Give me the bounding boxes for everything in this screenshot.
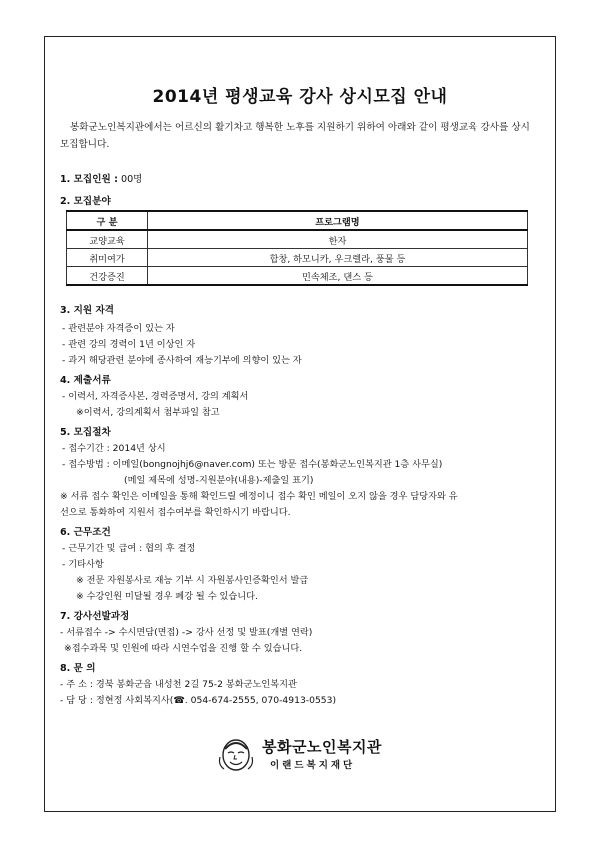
intro-paragraph: 봉화군노인복지관에서는 어르신의 활기차고 행복한 노후를 지원하기 위하여 아래와 같이 평생교육 강사를 상시 모집합니다. [60, 122, 530, 150]
page-title: 2014년 평생교육 강사 상시모집 안내 [152, 87, 448, 107]
table-row [67, 249, 528, 267]
list-item: - 근무기간 및 급여 : 협의 후 결정 [62, 543, 196, 554]
section-heading: 3. 지원 자격 [60, 305, 115, 316]
table-cell: 한자 [148, 230, 528, 249]
address-line: - 주 소 : 경북 봉화군읍 내성천 2길 75-2 봉화군노인복지관 [60, 679, 297, 690]
recruitment-count-value: 00명 [117, 174, 143, 185]
list-item: - 관련 강의 경력이 1년 이상인 자 [62, 339, 196, 350]
table-row [67, 230, 528, 249]
table-cell: 민속체조, 댄스 등 [148, 267, 528, 286]
table-cell: 건강증진 [67, 267, 148, 286]
list-note: ※ 서류 접수 확인은 이메일을 통해 확인드릴 예정이니 접수 확인 메일이 오지 않을 경우 담당자와 유 [60, 491, 458, 502]
table-row [67, 267, 528, 286]
org-subtitle: 이랜드복지재단 [270, 760, 356, 771]
org-name: 봉화군노인복지관 [262, 738, 382, 756]
table-cell: 취미여가 [67, 249, 148, 267]
program-table [66, 210, 528, 286]
table-header-row [67, 211, 528, 230]
list-item: - 접수기간 : 2014년 상시 [62, 443, 166, 454]
list-note: ※ 전문 자원봉사로 재능 기부 시 자원봉사인증확인서 발급 [76, 575, 309, 586]
table-header: 구 분 [67, 211, 148, 230]
section-heading: 4. 제출서류 [60, 375, 111, 386]
contact-line: - 담 당 : 정현정 사회복지사(☎. 054-674-2555, 070-4913-0553) [60, 695, 337, 706]
list-note: 선으로 통화하여 지원서 접수여부를 확인하시기 바랍니다. [60, 507, 291, 518]
list-item: - 관련분야 자격증이 있는 자 [62, 323, 175, 334]
list-note: (메일 제목에 성명-지원분야(내용)-제출일 표기) [124, 475, 314, 486]
list-item: - 접수방법 : 이메일(bongnojhj6@naver.com) 또는 방문 접수(봉화군노인복지관 1층 사무실) [62, 459, 443, 470]
elderly-face-logo-icon [216, 737, 260, 773]
list-note: ※이력서, 강의계획서 첨부파일 참고 [76, 407, 220, 418]
list-item: - 서류접수 -> 수시면담(면접) -> 강사 선정 및 발표(개별 연락) [60, 627, 313, 638]
list-item: - 과거 해당관련 분야에 종사하여 재능기부에 의향이 있는 자 [62, 355, 302, 366]
section-heading: 7. 강사선발과정 [60, 611, 130, 622]
section-heading: 5. 모집절차 [60, 427, 111, 438]
list-note: ※ 수강인원 미달될 경우 폐강 될 수 있습니다. [76, 591, 258, 602]
list-item: - 기타사항 [62, 559, 104, 570]
table-header: 프로그램명 [148, 211, 528, 230]
table-cell: 합창, 하모니카, 우크렐라, 풍물 등 [148, 249, 528, 267]
list-item: - 이력서, 자격증사본, 경력증명서, 강의 계획서 [62, 391, 249, 402]
list-note: ※접수과목 및 인원에 따라 시연수업을 진행 할 수 있습니다. [64, 643, 303, 654]
section-heading: 1. 모집인원 : [60, 174, 118, 185]
section-recruitment-count [60, 171, 142, 185]
section-heading: 2. 모집분야 [60, 196, 111, 207]
section-heading: 6. 근무조건 [60, 527, 111, 538]
section-heading: 8. 문 의 [60, 663, 96, 674]
table-cell: 교양교육 [67, 230, 148, 249]
